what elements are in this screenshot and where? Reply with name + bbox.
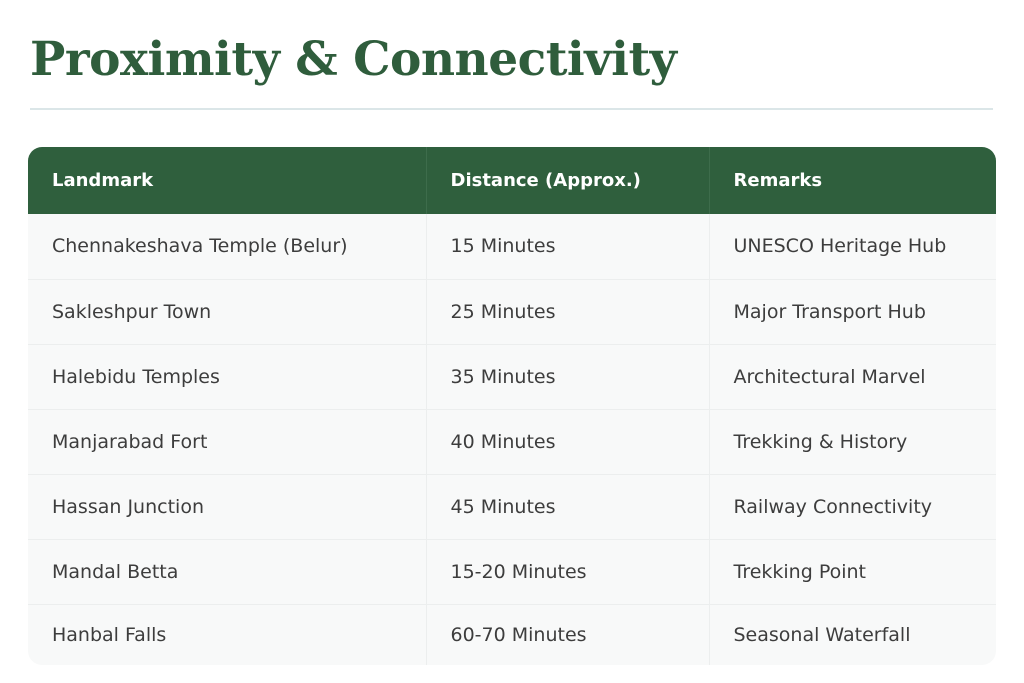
cell-distance: 35 Minutes <box>426 344 709 409</box>
cell-distance: 45 Minutes <box>426 474 709 539</box>
cell-landmark: Hanbal Falls <box>52 623 167 646</box>
cell-remarks: UNESCO Heritage Hub <box>709 214 996 279</box>
header-row <box>28 147 996 214</box>
table-row <box>28 279 996 344</box>
table-header <box>28 147 996 214</box>
table-row <box>28 604 996 665</box>
cell-distance: 40 Minutes <box>426 409 709 474</box>
header-landmark: Landmark <box>52 170 154 191</box>
cell-remarks: Seasonal Waterfall <box>709 604 996 665</box>
cell-landmark: Manjarabad Fort <box>28 409 426 474</box>
table-body <box>28 214 996 665</box>
cell-remarks: Trekking Point <box>709 539 996 604</box>
cell-landmark: Chennakeshava Temple (Belur) <box>28 214 426 279</box>
cell-remarks: Architectural Marvel <box>709 344 996 409</box>
cell-landmark: Mandal Betta <box>28 539 426 604</box>
table-row <box>28 214 996 279</box>
cell-remarks: Railway Connectivity <box>709 474 996 539</box>
header-distance: Distance (Approx.) <box>426 147 709 214</box>
cell-remarks: Major Transport Hub <box>709 279 996 344</box>
cell-landmark: Halebidu Temples <box>28 344 426 409</box>
table-row <box>28 474 996 539</box>
proximity-table <box>28 147 996 665</box>
cell-landmark: Hassan Junction <box>28 474 426 539</box>
cell-landmark: Sakleshpur Town <box>28 279 426 344</box>
proximity-table-card <box>28 147 996 665</box>
cell-remarks: Trekking & History <box>709 409 996 474</box>
table-row <box>28 409 996 474</box>
title-divider <box>30 108 993 110</box>
cell-distance: 15 Minutes <box>426 214 709 279</box>
cell-distance: 60-70 Minutes <box>426 604 709 665</box>
header-remarks: Remarks <box>709 147 996 214</box>
table-row <box>28 344 996 409</box>
table-row <box>28 539 996 604</box>
cell-distance: 15-20 Minutes <box>426 539 709 604</box>
cell-distance: 25 Minutes <box>426 279 709 344</box>
page-title: Proximity & Connectivity <box>30 32 677 87</box>
